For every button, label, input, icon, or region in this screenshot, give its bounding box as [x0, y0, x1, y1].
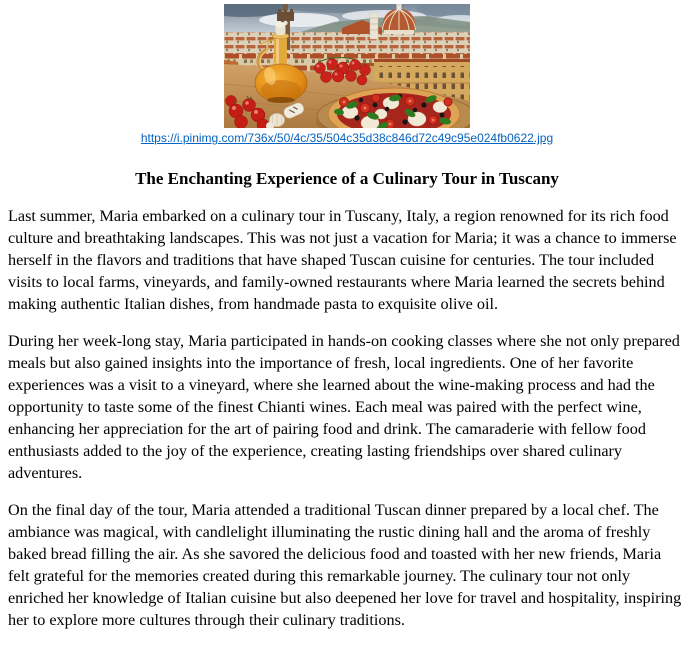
tuscany-culinary-photo: [224, 4, 470, 128]
image-source-link[interactable]: https://i.pinimg.com/736x/50/4c/35/504c35d38c846d72c49c95e024fb0622.jpg: [140, 131, 554, 145]
article-image[interactable]: [0, 0, 694, 128]
article-paragraph-2: During her week-long stay, Maria participated in hands-on cooking classes where she not only prepared meals but also gained insights into the importance of fresh, local ingredients. One of her favorite experiences was a visit to a vineyard, where she learned about the wine-making process and had the opportunity to taste some of the finest Chianti wines. Each meal was paired with the perfect wine, enhancing her appreciation for the art of pairing food and drink. The camaraderie with fellow food enthusiasts added to the joy of the experience, creating lasting friendships over shared culinary adventures.: [8, 332, 680, 482]
article-title: The Enchanting Experience of a Culinary Tour in Tuscany: [135, 169, 559, 188]
article-paragraph-3: On the final day of the tour, Maria attended a traditional Tuscan dinner prepared by a local chef. The ambiance was magical, with candlelight illuminating the rustic dining hall and the aroma of freshly baked bread filling the air. As she savored the delicious food and toasted with her new friends, Maria felt grateful for the memories created during this remarkable journey. The culinary tour not only enriched her knowledge of Italian cuisine but also deepened her love for travel and hospitality, inspiring her to explore more cultures through their culinary traditions.: [8, 501, 682, 629]
image-source-link-row: [0, 130, 694, 146]
article-paragraph-1: Last summer, Maria embarked on a culinary tour in Tuscany, Italy, a region renowned for its rich food culture and breathtaking landscapes. This was not just a vacation for Maria; it was a chance to immerse herself in the flavors and traditions that have shaped Tuscan cuisine for centuries. The tour included visits to local farms, vineyards, and family-owned restaurants where Maria learned the secrets behind making authentic Italian dishes, from handmade pasta to exquisite olive oil.: [8, 207, 677, 313]
